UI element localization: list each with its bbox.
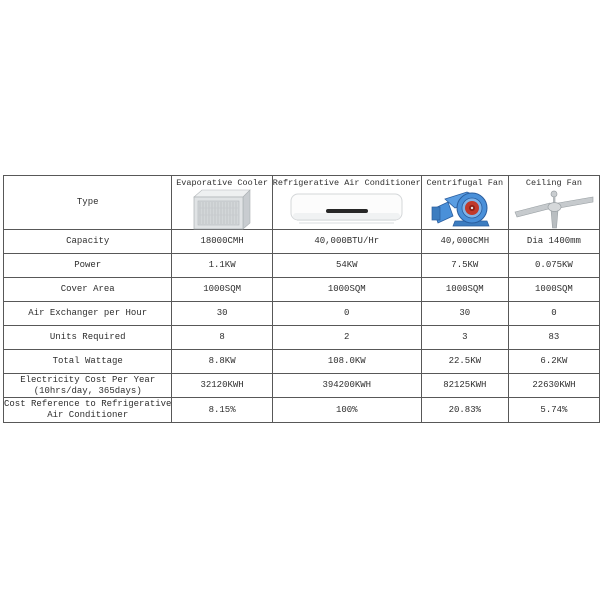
table-row-electricity-cost	[4, 374, 600, 398]
value-cell: 0	[508, 302, 599, 326]
value-cell: 3	[421, 326, 508, 350]
value-cell: 22630KWH	[508, 374, 599, 398]
centrifugal-fan-image	[422, 189, 508, 229]
value-cell: 5.74%	[508, 398, 599, 423]
type-label: Type	[76, 197, 99, 207]
row-label-units-required: Units Required	[4, 326, 172, 350]
column-title: Evaporative Cooler	[176, 178, 269, 188]
value-cell: 1000SQM	[508, 278, 599, 302]
table-row-capacity	[4, 230, 600, 254]
refrigerative-air-conditioner-image	[273, 189, 421, 229]
value-cell: 20.83%	[421, 398, 508, 423]
comparison-table	[3, 175, 600, 423]
value-cell: 108.0KW	[272, 350, 421, 374]
value-cell: 2	[272, 326, 421, 350]
value-cell: 1.1KW	[172, 254, 272, 278]
table-row-air-exchanger	[4, 302, 600, 326]
table-row-units-required	[4, 326, 600, 350]
row-label-capacity: Capacity	[4, 230, 172, 254]
value-cell: 40,000CMH	[421, 230, 508, 254]
value-cell: 0.075KW	[508, 254, 599, 278]
column-header-refrigerative-air-conditioner	[272, 176, 421, 230]
value-cell: 54KW	[272, 254, 421, 278]
table-header-row	[4, 176, 600, 230]
value-cell: 0	[272, 302, 421, 326]
table-row-power	[4, 254, 600, 278]
table-row-cover-area	[4, 278, 600, 302]
column-header-centrifugal-fan	[421, 176, 508, 230]
value-cell: 32120KWH	[172, 374, 272, 398]
row-label-air-exchanger: Air Exchanger per Hour	[4, 302, 172, 326]
value-cell: 22.5KW	[421, 350, 508, 374]
comparison-table-wrapper	[3, 175, 600, 423]
column-title: Centrifugal Fan	[426, 178, 504, 188]
column-header-evaporative-cooler	[172, 176, 272, 230]
type-header-cell	[4, 176, 172, 230]
value-cell: 30	[421, 302, 508, 326]
value-cell: 8.8KW	[172, 350, 272, 374]
column-title: Ceiling Fan	[525, 178, 582, 188]
value-cell: 40,000BTU/Hr	[272, 230, 421, 254]
value-cell: 82125KWH	[421, 374, 508, 398]
table-row-cost-reference	[4, 398, 600, 423]
value-cell: 394200KWH	[272, 374, 421, 398]
column-header-ceiling-fan	[508, 176, 599, 230]
evaporative-cooler-image	[172, 189, 271, 229]
row-label-power: Power	[4, 254, 172, 278]
table-row-total-wattage	[4, 350, 600, 374]
value-cell: Dia 1400mm	[508, 230, 599, 254]
value-cell: 8.15%	[172, 398, 272, 423]
value-cell: 1000SQM	[172, 278, 272, 302]
value-cell: 6.2KW	[508, 350, 599, 374]
value-cell: 18000CMH	[172, 230, 272, 254]
value-cell: 83	[508, 326, 599, 350]
row-label-cost-reference: Cost Reference to Refrigerative Air Conditioner	[4, 398, 172, 423]
value-cell: 1000SQM	[272, 278, 421, 302]
row-label-cover-area: Cover Area	[4, 278, 172, 302]
value-cell: 1000SQM	[421, 278, 508, 302]
value-cell: 30	[172, 302, 272, 326]
row-label-total-wattage: Total Wattage	[4, 350, 172, 374]
column-title: Refrigerative Air Conditioner	[272, 178, 421, 188]
value-cell: 8	[172, 326, 272, 350]
row-label-electricity-cost: Electricity Cost Per Year (10hrs/day, 365days)	[4, 374, 172, 398]
value-cell: 100%	[272, 398, 421, 423]
value-cell: 7.5KW	[421, 254, 508, 278]
ceiling-fan-image	[509, 189, 599, 229]
